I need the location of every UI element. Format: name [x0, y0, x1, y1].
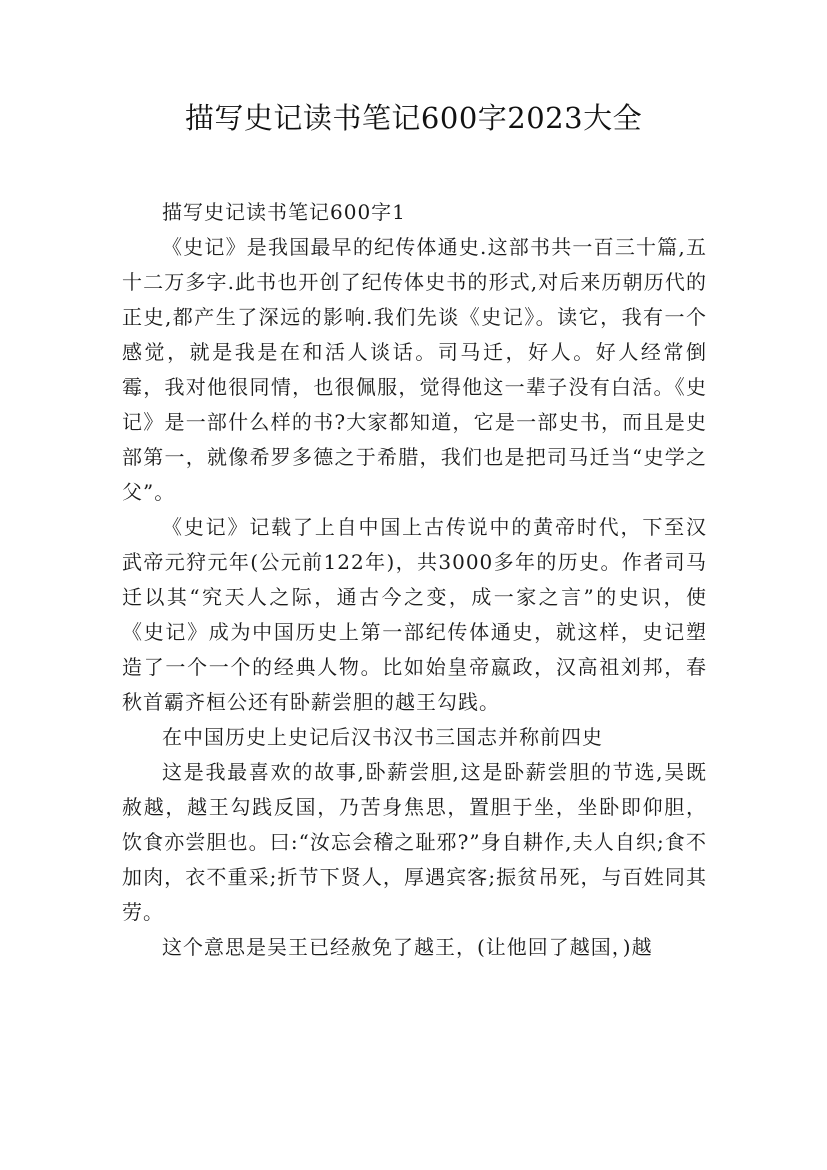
document-body — [122, 195, 707, 965]
paragraph-1: 《史记》是我国最早的纪传体通史.这部书共一百三十篇,五十二万多字.此书也开创了纪传体史书的形式,对后来历朝历代的正史,都产生了深远的影响.我们先谈《史记》。读它，我有一个感觉，就是我是在和活人谈话。司马迁，好人。好人经常倒霉，我对他很同情，也很佩服，觉得他这一辈子没有白活。《史记》是一部什么样的书?大家都知道，它是一部史书，而且是史部第一，就像希罗多德之于希腊，我们也是把司马迁当“史学之父”。 — [122, 235, 707, 504]
paragraph-5: 这个意思是吴王已经赦免了越王，(让他回了越国，)越 — [162, 935, 653, 959]
paragraph-3: 在中国历史上史记后汉书汉书三国志并称前四史 — [162, 725, 603, 749]
section-title: 描写史记读书笔记600字1 — [162, 200, 406, 224]
document-title: 描写史记读书笔记600字2023大全 — [184, 101, 643, 135]
paragraph-2: 《史记》记载了上自中国上古传说中的黄帝时代，下至汉武帝元狩元年(公元前122年)，共3000多年的历史。作者司马迁以其“究天人之际，通古今之变，成一家之言”的史识，使《史记》成为中国历史上第一部纪传体通史，就这样，史记塑造了一个一个的经典人物。比如始皇帝嬴政，汉高祖刘邦，春秋首霸齐桓公还有卧薪尝胆的越王勾践。 — [122, 515, 707, 714]
paragraph-4: 这是我最喜欢的故事,卧薪尝胆,这是卧薪尝胆的节选,吴既赦越，越王勾践反国，乃苦身焦思，置胆于坐，坐卧即仰胆，饮食亦尝胆也。曰:“汝忘会稽之耻邪?”身自耕作,夫人自织;食不加肉，衣不重采;折节下贤人，厚遇宾客;振贫吊死，与百姓同其劳。 — [122, 760, 707, 924]
